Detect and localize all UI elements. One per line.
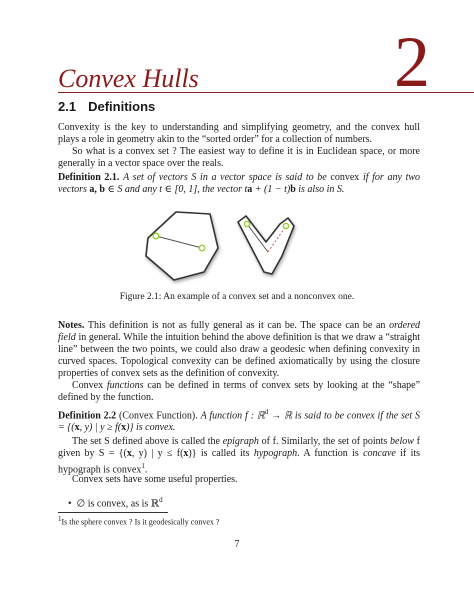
nonconvex-point-a <box>244 221 249 226</box>
paragraph-question <box>58 146 420 170</box>
hypograph-term: hypograph <box>253 448 298 459</box>
definition-1-text: is also in S. <box>298 184 345 195</box>
epigraph-text: )} is called its <box>188 448 250 459</box>
definition-2-text: → ℝ is said to be convex if the set S = {( <box>58 410 421 434</box>
convex-functions-paragraph <box>58 380 420 404</box>
page-number: 7 <box>234 539 240 550</box>
convex-point-a <box>153 233 159 239</box>
epigraph-text: The set S defined above is called the <box>72 436 220 447</box>
definition-1-vector-b: b <box>290 184 296 195</box>
epigraph-text: of f. Similarly, the set of points <box>261 436 388 447</box>
section-number: 2.1 <box>58 99 77 114</box>
epigraph-below: below <box>390 436 414 447</box>
section-title: Definitions <box>88 99 156 114</box>
definition-1-text: + (1 − t) <box>254 184 291 195</box>
section-heading <box>58 99 155 114</box>
chapter-number: 2 <box>394 22 430 102</box>
definition-convex-set <box>58 172 420 196</box>
epigraph-text: if its hypograph is convex <box>58 448 421 476</box>
definition-1-label: Definition 2.1. <box>58 172 120 183</box>
definition-2-x: x <box>74 422 80 434</box>
epigraph-term: epigraph <box>222 436 259 447</box>
notes-ordered-field: ordered field <box>58 320 421 343</box>
notes-label: Notes. <box>58 320 85 331</box>
convex-nonconvex-figure <box>138 208 338 288</box>
footnote-text: Is the sphere convex ? Is it geodesically convex ? <box>61 517 220 527</box>
definition-2-text: )} is convex. <box>126 422 176 434</box>
epigraph-paragraph: The set S defined above is called the epigraph of f. Similarly, the set of points below f given by S = {(x, y) | y ≤ f(x)} is called its hypograph. A function is concave if its hypograph is convex$^1$. <box>58 436 421 476</box>
convex-point-b <box>199 245 205 251</box>
concave-term: concave <box>363 448 396 459</box>
definition-1-text: if for any two vectors <box>58 172 421 195</box>
paragraph-intro <box>58 122 420 146</box>
epigraph-text: f given by S = {( <box>58 436 421 459</box>
paragraph-intro-text: Convexity is the key to understanding and simplifying geometry, and the convex hull plays a role in geometry akin to the “sorted order” for a collection of numbers. <box>58 122 420 145</box>
definition-2-text: A function f : ℝ <box>200 410 265 422</box>
definition-1-text: ∈ S and any t ∈ [0, 1], the vector t <box>107 184 248 195</box>
convex-functions-term: functions <box>106 380 144 391</box>
definition-2-x: x <box>121 422 127 434</box>
epigraph-text: , y) | y ≤ f( <box>131 448 184 459</box>
bullet-item: • ∅ is convex, as is ℝ$^d$ <box>68 496 163 510</box>
footnote-rule <box>58 512 168 513</box>
definition-1-vector-a: a <box>247 184 253 195</box>
definition-2-sup: d <box>264 408 269 416</box>
notes-paragraph <box>58 320 420 380</box>
definition-2-label: Definition 2.2 <box>58 410 117 422</box>
footnote-mark: 1 <box>58 515 62 523</box>
properties-paragraph: Convex sets have some useful properties. <box>72 474 238 485</box>
footnote <box>58 515 219 527</box>
epigraph-x: x <box>183 448 189 459</box>
definition-1-term: convex <box>330 172 360 183</box>
epigraph-text: . A function is <box>297 448 359 459</box>
nonconvex-point-b <box>283 223 288 228</box>
definition-2-text: , y) | y ≥ f( <box>79 422 122 434</box>
bullet-sup: d <box>159 496 163 504</box>
chapter-title: Convex Hulls <box>58 64 199 93</box>
footnote-marker: 1 <box>141 462 145 470</box>
bullet-text: ∅ is convex, as is ℝ <box>76 498 160 510</box>
convex-functions-text: Convex <box>72 380 104 391</box>
paragraph-question-text: So what is a convex set ? The easiest way to define it is in Euclidean space, or more generally in a vector space over the reals. <box>58 146 420 169</box>
epigraph-x: x <box>126 448 132 459</box>
definition-1-text: A set of vectors S in a vector space is said to be <box>123 172 327 183</box>
definition-1-vectors: a, b <box>89 184 105 195</box>
convex-functions-text: can be defined in terms of convex sets by looking at the “shape” defined by the function. <box>58 380 421 403</box>
notes-text: in general. While the intuition behind the above definition is that we draw a “straight line” between the two points, we could also draw a geodesic when defining convexity in curved spaces. Topological convexity can be defined axiomatically by using the closure properties of convex sets as the definition of convexity. <box>58 332 420 379</box>
definition-2-label-paren: (Convex Function). <box>119 410 198 422</box>
definition-convex-function <box>58 406 420 434</box>
convex-set-shape <box>146 212 218 280</box>
chapter-rule <box>58 92 474 93</box>
figure-caption: Figure 2.1: An example of a convex set and a nonconvex one. <box>119 292 355 302</box>
notes-text: This definition is not as fully general as it can be. The space can be an <box>87 320 386 331</box>
